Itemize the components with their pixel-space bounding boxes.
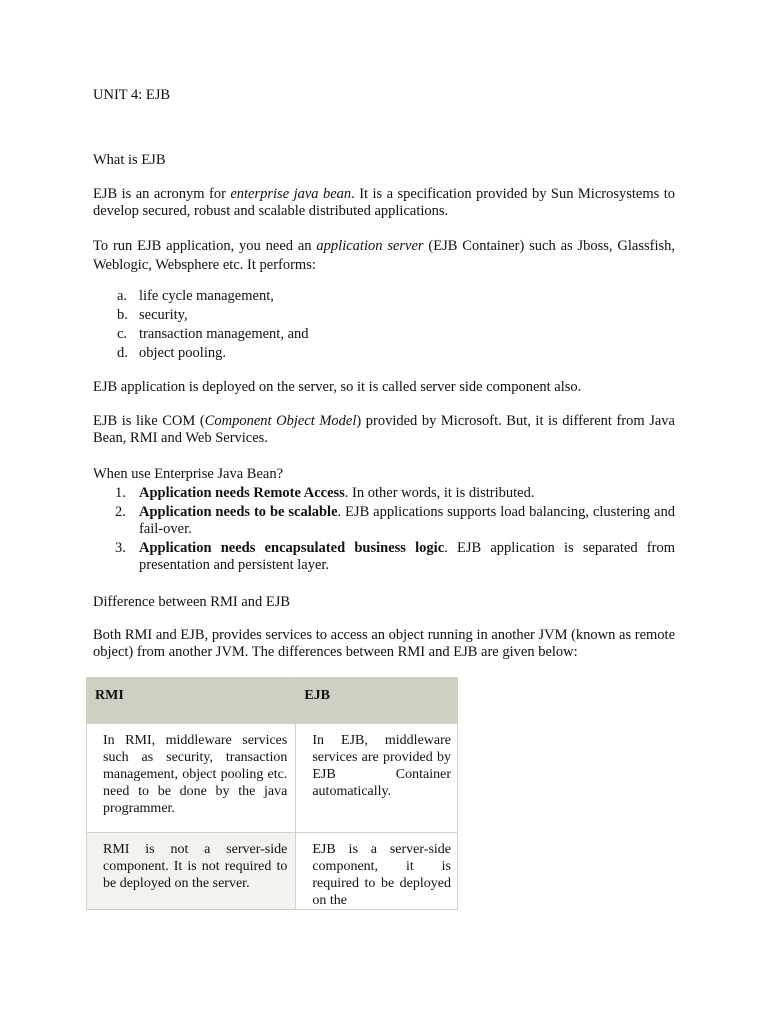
when-use-list	[93, 485, 675, 574]
table-row	[87, 833, 458, 910]
header-ejb: EJB	[296, 678, 458, 724]
table-row	[87, 724, 458, 833]
what-is-paragraph-4: EJB is like COM (Component Object Model) provided by Microsoft. But, it is different from Java Bean, RMI and Web Services.	[93, 413, 675, 446]
table-cell: In EJB, middleware services are provided by EJB Container automatically.	[296, 724, 458, 833]
difference-heading: Difference between RMI and EJB	[93, 594, 291, 610]
what-is-paragraph-2: To run EJB application, you need an application server (EJB Container) such as Jboss, Glassfish, Weblogic, Websphere etc. It performs:	[93, 238, 675, 273]
list-item: 1. Application needs Remote Access. In other words, it is distributed.	[115, 485, 535, 501]
list-item: b. security,	[117, 307, 188, 323]
table-cell: In RMI, middleware services such as security, transaction management, object pooling etc. need to be done by the java programmer.	[87, 724, 296, 833]
emphasis-component-object-model: Component Object Model	[204, 413, 357, 429]
what-is-paragraph-1: EJB is an acronym for enterprise java bean. It is a specification provided by Sun Microsystems to develop secured, robust and scalable distributed applications.	[93, 186, 675, 219]
list-item: d. object pooling.	[117, 345, 226, 361]
list-item: 3. Application needs encapsulated business logic. EJB application is separated from presentation and persistent layer.	[115, 540, 675, 573]
list-item: 2. Application needs to be scalable. EJB applications supports load balancing, clustering and fail-over.	[115, 504, 675, 537]
difference-intro: Both RMI and EJB, provides services to access an object running in another JVM (known as remote object) from another JVM. The differences between RMI and EJB are given below:	[93, 627, 675, 660]
unit-title: UNIT 4: EJB	[93, 87, 171, 103]
table-cell: EJB is a server-side component, it is required to be deployed on the	[296, 833, 458, 910]
header-rmi: RMI	[87, 678, 296, 724]
performs-list	[93, 288, 675, 364]
what-is-paragraph-3: EJB application is deployed on the server, so it is called server side component also.	[93, 379, 582, 395]
table-header-row	[87, 678, 458, 724]
what-is-heading: What is EJB	[93, 152, 166, 168]
emphasis-enterprise-java-bean: enterprise java bean	[230, 186, 352, 202]
list-item: c. transaction management, and	[117, 326, 309, 342]
list-item: a. life cycle management,	[117, 288, 274, 304]
when-use-heading: When use Enterprise Java Bean?	[93, 466, 284, 482]
emphasis-application-server: application server	[316, 238, 424, 254]
table-cell: RMI is not a server-side component. It is not required to be deployed on the server.	[87, 833, 296, 910]
rmi-ejb-comparison-table	[86, 677, 458, 910]
